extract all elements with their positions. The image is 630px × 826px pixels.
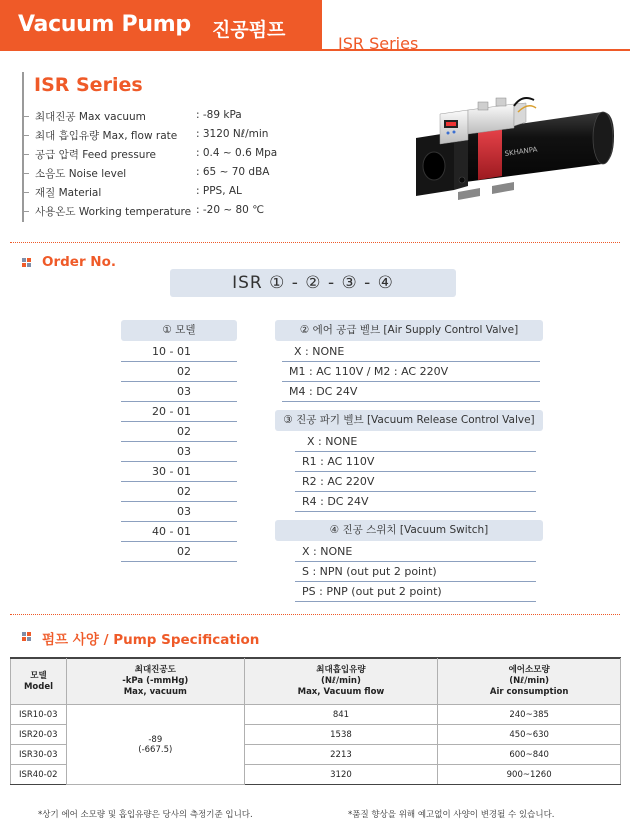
spec-label: 재질 Material bbox=[35, 187, 102, 199]
release-valve-head: ③ 진공 파기 벨브 [Vacuum Release Control Valve] bbox=[275, 410, 543, 431]
footnote-right: *품질 향상을 위해 예고없이 사양이 변경될 수 있습니다. bbox=[348, 810, 555, 820]
flow-cell: 841 bbox=[244, 705, 438, 725]
order-code: ISR ① - ② - ③ - ④ bbox=[170, 269, 456, 297]
switch-option: S : NPN (out put 2 point) bbox=[295, 562, 536, 582]
model-option: 03 bbox=[121, 382, 237, 402]
header-title: Vacuum Pump bbox=[18, 12, 191, 37]
model-option: 10 - 01 bbox=[121, 342, 237, 362]
header-title-korean: 진공펌프 bbox=[212, 19, 286, 41]
spec-value: : -89 kPa bbox=[196, 109, 242, 121]
spec-value: : 0.4 ~ 0.6 Mpa bbox=[196, 147, 278, 159]
model-option: 03 bbox=[121, 442, 237, 462]
air-cell: 900~1260 bbox=[438, 765, 621, 785]
product-label: SKHANPA bbox=[504, 145, 538, 158]
release-valve-option: X : NONE bbox=[295, 432, 536, 452]
section-divider bbox=[10, 242, 620, 243]
square-bullet-icon bbox=[22, 258, 32, 268]
header-rule bbox=[0, 49, 630, 51]
model-option: 20 - 01 bbox=[121, 402, 237, 422]
model-cell: ISR40-02 bbox=[11, 765, 67, 785]
release-valve-option: R2 : AC 220V bbox=[295, 472, 536, 492]
flow-cell: 1538 bbox=[244, 725, 438, 745]
spec-label: 최대진공 Max vacuum bbox=[35, 111, 146, 123]
column-header-model: 모델 Model bbox=[11, 659, 67, 705]
spec-label: 공급 압력 Feed pressure bbox=[35, 149, 156, 161]
spec-label: 소음도 Noise level bbox=[35, 168, 127, 180]
model-cell: ISR20-03 bbox=[11, 725, 67, 745]
vacuum-pump-image bbox=[410, 92, 618, 224]
air-valve-head: ② 에어 공급 벨브 [Air Supply Control Valve] bbox=[275, 320, 543, 341]
section-divider bbox=[10, 614, 620, 615]
spec-value: : -20 ~ 80 ℃ bbox=[196, 204, 264, 216]
model-option: 02 bbox=[121, 422, 237, 442]
table-row bbox=[11, 705, 621, 725]
model-option: 03 bbox=[121, 502, 237, 522]
page-header bbox=[0, 0, 630, 56]
model-cell: ISR30-03 bbox=[11, 745, 67, 765]
flow-cell: 3120 bbox=[244, 765, 438, 785]
section-title: ISR Series bbox=[34, 74, 143, 96]
switch-head: ④ 진공 스위치 [Vacuum Switch] bbox=[275, 520, 543, 541]
column-header-air: 에어소모량 (Nℓ/min) Air consumption bbox=[438, 659, 621, 705]
header-series: ISR Series bbox=[338, 34, 419, 53]
table-header-row bbox=[11, 659, 621, 705]
vacuum-cell: -89 (-667.5) bbox=[66, 705, 244, 785]
model-cell: ISR10-03 bbox=[11, 705, 67, 725]
spec-label: 사용온도 Working temperature bbox=[35, 206, 192, 218]
air-cell: 450~630 bbox=[438, 725, 621, 745]
model-option: 02 bbox=[121, 482, 237, 502]
spec-value: : 3120 Nℓ/min bbox=[196, 128, 269, 140]
column-header-vacuum: 최대진공도 -kPa (-mmHg) Max, vacuum bbox=[66, 659, 244, 705]
air-cell: 600~840 bbox=[438, 745, 621, 765]
pump-spec-title: 펌프 사양 / Pump Specification bbox=[42, 632, 260, 648]
square-bullet-icon bbox=[22, 632, 32, 642]
model-option: 30 - 01 bbox=[121, 462, 237, 482]
spec-value: : 65 ~ 70 dBA bbox=[196, 166, 270, 178]
column-header-flow: 최대흡입유량 (Nℓ/min) Max, Vacuum flow bbox=[244, 659, 438, 705]
section-bar bbox=[22, 72, 24, 222]
model-head: ① 모델 bbox=[121, 320, 237, 341]
flow-cell: 2213 bbox=[244, 745, 438, 765]
model-option: 02 bbox=[121, 542, 237, 562]
air-valve-option: X : NONE bbox=[282, 342, 540, 362]
order-title: Order No. bbox=[42, 254, 117, 270]
spec-value: : PPS, AL bbox=[196, 185, 242, 197]
release-valve-option: R4 : DC 24V bbox=[295, 492, 536, 512]
pump-spec-table bbox=[10, 658, 621, 785]
footnote-left: *상기 에어 소모량 및 흡입유량은 당사의 측정기준 입니다. bbox=[38, 810, 253, 820]
air-valve-option: M4 : DC 24V bbox=[282, 382, 540, 402]
switch-option: X : NONE bbox=[295, 542, 536, 562]
air-cell: 240~385 bbox=[438, 705, 621, 725]
model-option: 40 - 01 bbox=[121, 522, 237, 542]
release-valve-option: R1 : AC 110V bbox=[295, 452, 536, 472]
switch-option: PS : PNP (out put 2 point) bbox=[295, 582, 536, 602]
spec-label: 최대 흡입유량 Max, flow rate bbox=[35, 130, 178, 142]
air-valve-option: M1 : AC 110V / M2 : AC 220V bbox=[282, 362, 540, 382]
model-option: 02 bbox=[121, 362, 237, 382]
